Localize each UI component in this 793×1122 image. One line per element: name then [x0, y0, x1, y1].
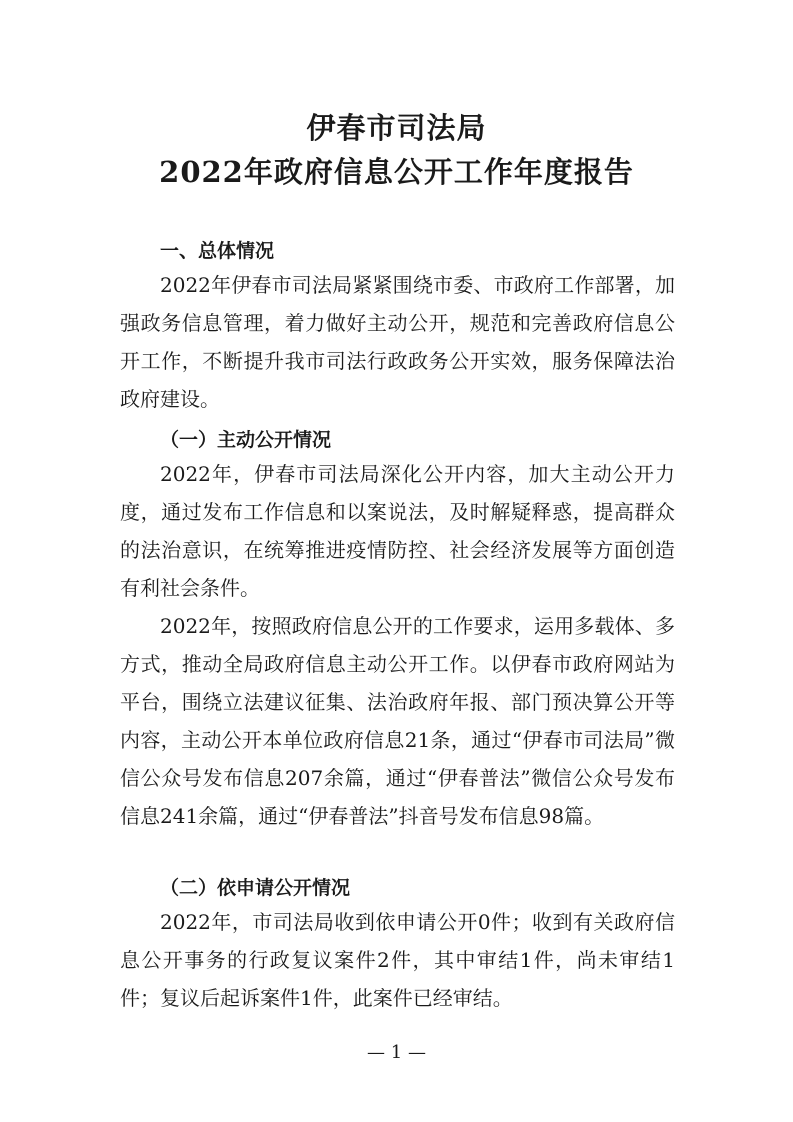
document-title-line1: 伊春市司法局 [306, 111, 487, 145]
subsection-heading-on-request: （二）依申请公开情况 [160, 877, 351, 899]
paragraph-on-request: 2022年，市司法局收到依申请公开0件；收到有关政府信息公开事务的行政复议案件2件，其中审结1件，尚未审结1件；复议后起诉案件1件，此案件已经审结。 [120, 910, 675, 1010]
paragraph-overview: 2022年伊春市司法局紧紧围绕市委、市政府工作部署，加强政务信息管理，着力做好主动公开，规范和完善政府信息公开工作，不断提升我市司法行政政务公开实效，服务保障法治政府建设。 [120, 273, 675, 411]
page-number: — 1 — [367, 1042, 426, 1063]
section-heading-overview: 一、总体情况 [160, 240, 275, 262]
paragraph-proactive-2: 2022年，按照政府信息公开的工作要求，运用多载体、多方式，推动全局政府信息主动公开工作。以伊春市政府网站为平台，围绕立法建议征集、法治政府年报、部门预决算公开等内容，主动公开本单位政府信息21条，通过“伊春市司法局”微信公众号发布信息207余篇，通过“伊春普法”微信公众号发布信息241余篇，通过“伊春普法”抖音号发布信息98篇。 [120, 614, 675, 828]
subsection-heading-proactive: （一）主动公开情况 [160, 429, 332, 451]
document-title-line2: 2022年政府信息公开工作年度报告 [159, 155, 634, 189]
paragraph-proactive-1: 2022年，伊春市司法局深化公开内容，加大主动公开力度，通过发布工作信息和以案说法，及时解疑释惑，提高群众的法治意识，在统筹推进疫情防控、社会经济发展等方面创造有利社会条件。 [120, 462, 675, 600]
